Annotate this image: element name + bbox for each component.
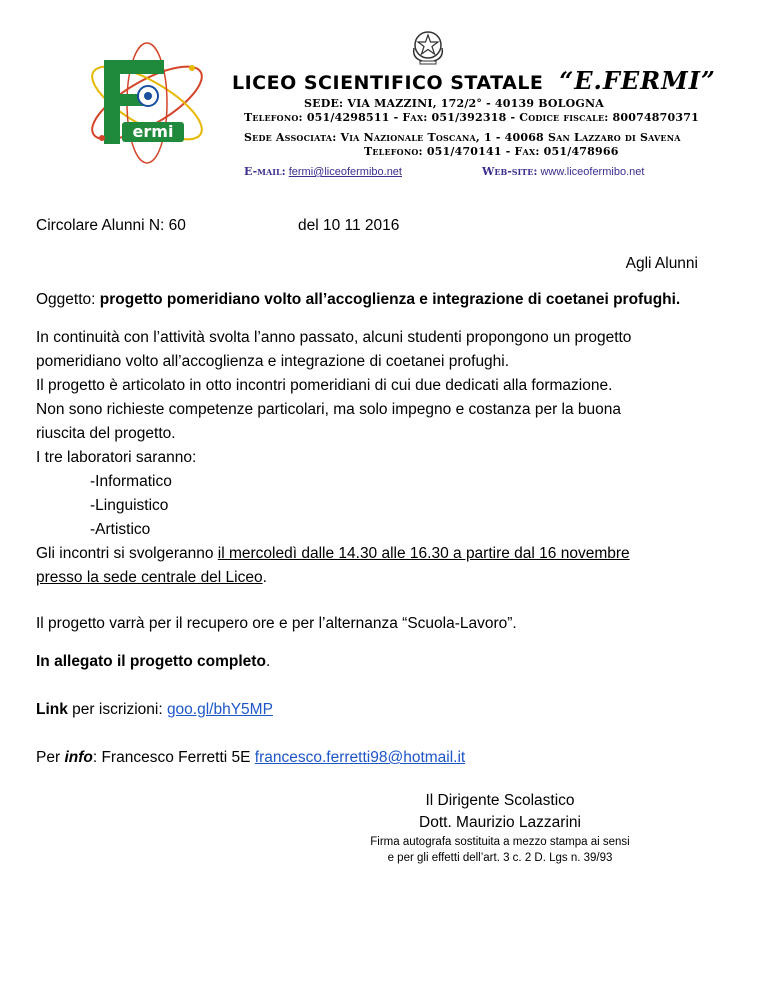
logo-text: ermi [132, 122, 174, 141]
info-prefix: Per [36, 749, 65, 766]
recipients: Agli Alunni [625, 255, 698, 272]
associated-address: Sede Associata: Via Nazionale Toscana, 1 - 40068 San Lazzaro di Savena [244, 131, 681, 144]
registration-line [36, 698, 273, 722]
lab-item: -Artistico [90, 521, 151, 538]
attachment-suffix: . [265, 653, 271, 670]
body-paragraph [36, 326, 631, 590]
body-line: I tre laboratori saranno: [36, 449, 197, 466]
school-website [482, 165, 644, 178]
schedule-prefix: Gli incontri si svolgeranno [36, 545, 218, 562]
website-label: Web-site: [482, 165, 538, 178]
republic-emblem-icon [408, 26, 448, 66]
school-email [244, 165, 402, 178]
credit-note: Il progetto varrà per il recupero ore e per l’alternanza “Scuola-Lavoro”. [36, 615, 517, 632]
website-link[interactable]: www.liceofermibo.net [540, 166, 645, 178]
attachment-text: In allegato il progetto completo [36, 653, 266, 670]
schedule-time: il mercoledì dalle 14.30 alle 16.30 a partire dal 16 novembre [217, 545, 630, 562]
body-line: riuscita del progetto. [36, 425, 176, 442]
body-line: pomeridiano volto all’accoglienza e integrazione di coetanei profughi. [36, 353, 510, 370]
body-line: Non sono richieste competenze particolari, ma solo impegno e costanza per la buona [36, 401, 622, 418]
lab-item: -Informatico [90, 473, 172, 490]
email-link[interactable]: fermi@liceofermibo.net [288, 166, 402, 178]
signature-name: Dott. Maurizio Lazzarini [419, 814, 581, 831]
school-tag: “E.FERMI” [559, 66, 716, 95]
main-address: SEDE: VIA MAZZINI, 172/2° - 40139 BOLOGNA [304, 97, 605, 110]
subject-line [36, 288, 680, 312]
schedule-place: presso la sede centrale del Liceo [36, 569, 263, 586]
signature-note: e per gli effetti dell’art. 3 c. 2 D. Lgs n. 39/93 [387, 852, 613, 864]
info-text: : Francesco Ferretti 5E [92, 749, 255, 766]
circular-date: del 10 11 2016 [298, 217, 400, 234]
schedule-suffix: . [262, 569, 267, 586]
email-label: E-mail: [244, 165, 286, 178]
registration-label: Link [36, 701, 68, 718]
schedule-place-line [36, 566, 631, 590]
body-line: In continuità con l’attività svolta l’anno passato, alcuni studenti propongono un progetto [36, 329, 632, 346]
attachment-note [36, 650, 270, 674]
lab-item: -Linguistico [90, 497, 169, 514]
registration-text: per iscrizioni: [67, 701, 167, 718]
signature-title: Il Dirigente Scolastico [425, 792, 575, 809]
registration-link[interactable]: goo.gl/bhY5MP [166, 701, 273, 718]
school-logo [82, 38, 212, 168]
school-name-text: LICEO SCIENTIFICO STATALE [232, 72, 544, 94]
subject-text: progetto pomeridiano volto all’accoglienza e integrazione di coetanei profughi. [99, 291, 681, 308]
info-label: info [64, 749, 93, 766]
associated-phone-line: Telefono: 051/470141 - Fax: 051/478966 [364, 145, 619, 158]
main-phone-line: Telefono: 051/4298511 - Fax: 051/392318 - Codice fiscale: 80074870371 [244, 111, 699, 124]
circular-number: Circolare Alunni N: 60 [36, 217, 186, 234]
subject-label: Oggetto: [36, 291, 96, 308]
school-name [232, 66, 716, 95]
signature-block [350, 790, 650, 866]
contact-email-link[interactable]: francesco.ferretti98@hotmail.it [254, 749, 466, 766]
signature-note: Firma autografa sostituita a mezzo stampa ai sensi [370, 836, 630, 848]
body-line: Il progetto è articolato in otto incontri pomeridiani di cui due dedicati alla formazione. [36, 377, 613, 394]
info-line [36, 746, 465, 770]
schedule-line [36, 542, 631, 566]
